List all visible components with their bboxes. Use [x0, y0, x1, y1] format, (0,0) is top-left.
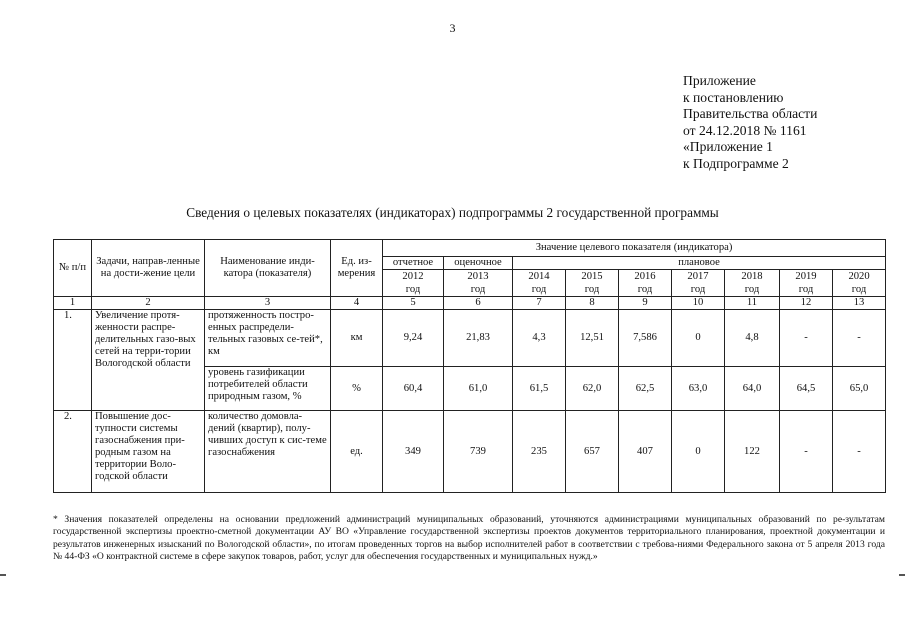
appendix-line: Правительства области [683, 106, 818, 122]
row-num: 1. [54, 310, 92, 411]
value-cell: 4,8 [725, 310, 780, 367]
table-row [54, 411, 886, 493]
scan-mark [0, 574, 6, 576]
value-cell: 62,0 [566, 367, 619, 411]
column-number: 9 [619, 297, 672, 310]
appendix-line: Приложение [683, 73, 756, 88]
value-cell: 61,5 [513, 367, 566, 411]
column-number: 5 [383, 297, 444, 310]
year-cell: 2017 год [672, 270, 725, 297]
document-title: Сведения о целевых показателях (индикаторах) подпрограммы 2 государственной программы [186, 205, 719, 220]
year-cell: 2012 год [383, 270, 444, 297]
scan-mark [899, 574, 905, 576]
value-cell: 9,24 [383, 310, 444, 367]
header-tasks: Задачи, направ-ленные на дости-жение цели [92, 240, 205, 297]
task-cell: Увеличение протя-женности распре-делительных газо-вых сетей на терри-тории Вологодской области [92, 310, 205, 411]
indicator-name: уровень газификации потребителей области природным газом, % [205, 367, 331, 411]
header-value: Значение целевого показателя (индикатора) [383, 240, 886, 257]
column-number: 13 [833, 297, 886, 310]
year-cell: 2020 год [833, 270, 886, 297]
table-header-row [54, 240, 886, 257]
unit-cell: км [331, 310, 383, 367]
value-cell: - [780, 310, 833, 367]
unit-cell: % [331, 367, 383, 411]
value-cell: 235 [513, 411, 566, 493]
header-estimated: оценочное [444, 257, 513, 270]
value-cell: 60,4 [383, 367, 444, 411]
task-cell: Повышение дос-тупности системы газоснабжения при-родным газом на территории Воло-годской области [92, 411, 205, 493]
header-indicator: Наименование инди-катора (показателя) [205, 240, 331, 297]
year-cell: 2015 год [566, 270, 619, 297]
value-cell: 0 [672, 310, 725, 367]
value-cell: 122 [725, 411, 780, 493]
value-cell: 739 [444, 411, 513, 493]
value-cell: 7,586 [619, 310, 672, 367]
value-cell: 62,5 [619, 367, 672, 411]
value-cell: 61,0 [444, 367, 513, 411]
indicator-name: количество домовла-дений (квартир), полу-чивших доступ к сис-теме газоснабжения [205, 411, 331, 493]
column-numbers-row [54, 297, 886, 310]
appendix-line: к постановлению [683, 89, 784, 105]
header-unit: Ед. из-мерения [331, 240, 383, 297]
row-num: 2. [54, 411, 92, 493]
column-number: 7 [513, 297, 566, 310]
year-cell: 2014 год [513, 270, 566, 297]
value-cell: 407 [619, 411, 672, 493]
value-cell: 349 [383, 411, 444, 493]
value-cell: 64,0 [725, 367, 780, 411]
year-cell: 2016 год [619, 270, 672, 297]
year-cell: 2018 год [725, 270, 780, 297]
header-reported: отчетное [383, 257, 444, 270]
value-cell: 21,83 [444, 310, 513, 367]
value-cell: - [833, 310, 886, 367]
appendix-line: к Подпрограмме 2 [683, 155, 789, 171]
appendix-line: «Приложение 1 [683, 139, 773, 155]
indicators-table [53, 239, 886, 493]
column-number: 1 [54, 297, 92, 310]
value-cell: 12,51 [566, 310, 619, 367]
indicator-name: протяженность постро-енных распредели-тельных газовых се-тей*, км [205, 310, 331, 367]
appendix-line: от 24.12.2018 № 1161 [683, 122, 807, 138]
year-cell: 2019 год [780, 270, 833, 297]
column-number: 4 [331, 297, 383, 310]
value-cell: 65,0 [833, 367, 886, 411]
value-cell: 63,0 [672, 367, 725, 411]
column-number: 3 [205, 297, 331, 310]
column-number: 6 [444, 297, 513, 310]
column-number: 8 [566, 297, 619, 310]
value-cell: 657 [566, 411, 619, 493]
appendix-block [683, 73, 817, 173]
table-row [54, 310, 886, 367]
page-number: 3 [449, 21, 456, 35]
value-cell: 64,5 [780, 367, 833, 411]
value-cell: 4,3 [513, 310, 566, 367]
header-planned: плановое [513, 257, 886, 270]
column-number: 10 [672, 297, 725, 310]
header-num: № п/п [54, 240, 92, 297]
column-number: 12 [780, 297, 833, 310]
year-cell: 2013 год [444, 270, 513, 297]
column-number: 11 [725, 297, 780, 310]
unit-cell: ед. [331, 411, 383, 493]
footnote: * Значения показателей определены на основании предложений администраций муниципальных образований, уточняются администрациями муниципальных образований по ре-зультатам государственной экспертизы проектно-сметной документации АУ ВО «Управление государственной экспертизы проектов документов территориального планирования, проектной документации и результатов инженерных изысканий по Вологодской области», по итогам проведенных торгов на выбор исполнителей работ в соответствии с требова-ниями Федерального закона от 5 апреля 2013 года № 44-ФЗ «О контрактной системе в сфере закупок товаров, работ, услуг для обеспечения государственных и муниципальных нужд.» [53, 514, 885, 563]
value-cell: - [780, 411, 833, 493]
value-cell: - [833, 411, 886, 493]
value-cell: 0 [672, 411, 725, 493]
column-number: 2 [92, 297, 205, 310]
